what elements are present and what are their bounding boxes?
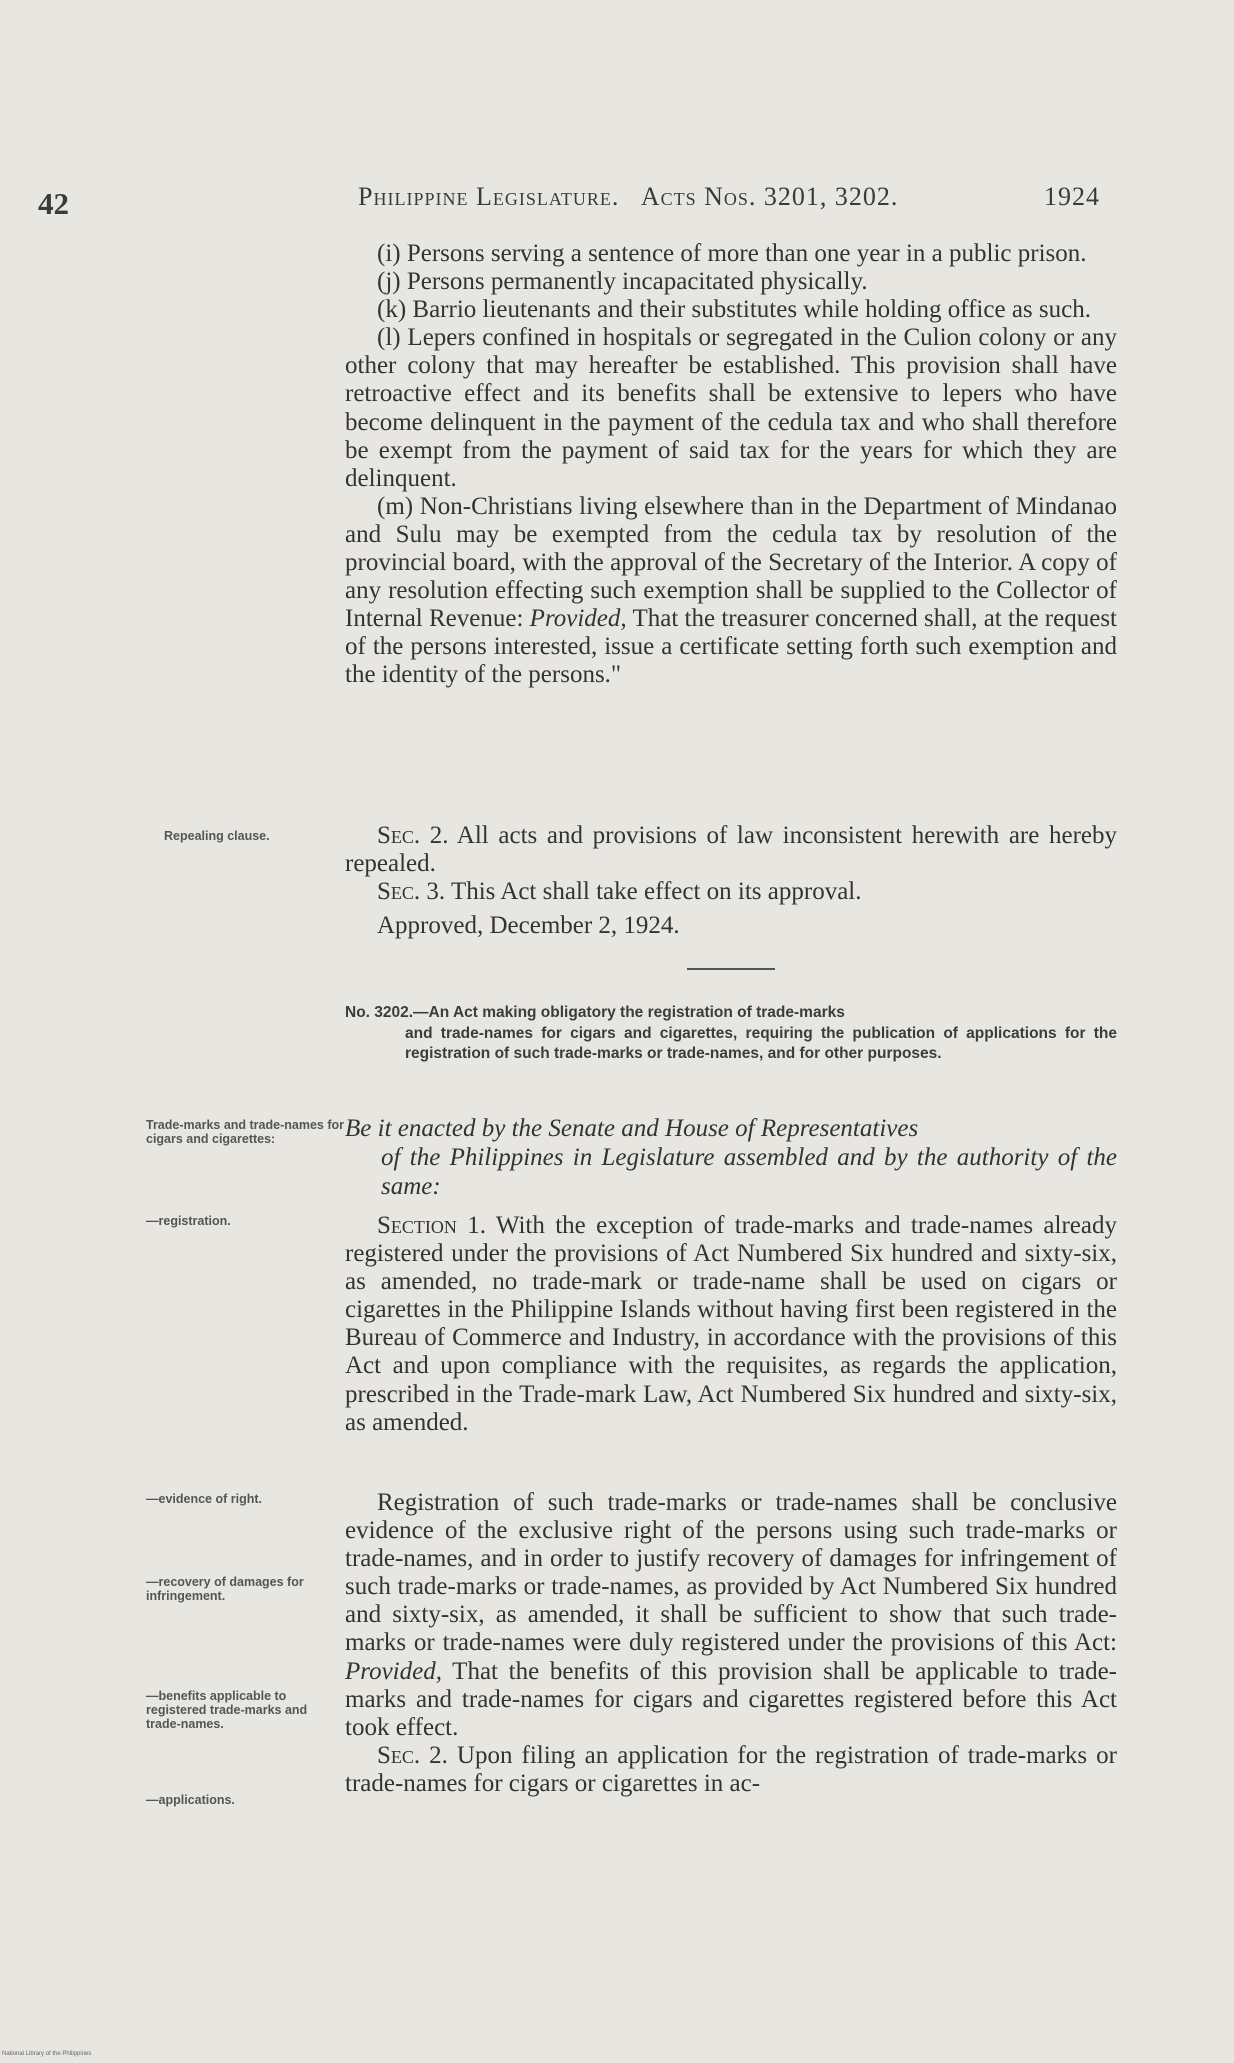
- running-head-acts: Acts Nos. 3201, 3202.: [640, 182, 899, 211]
- marginal-note-repealing: Repealing clause.: [164, 829, 270, 843]
- enacting-clause-line1: Be it enacted by the Senate and House of Representatives: [345, 1115, 919, 1142]
- exemption-j: (j) Persons permanently incapacitated physically.: [377, 268, 868, 296]
- enacting-clause-rest: of the Philippines in Legislature assembled and by the authority of the same:: [381, 1144, 1117, 1200]
- act-3201-sec2: [345, 822, 1117, 878]
- registration-paragraph: [345, 1489, 1117, 1742]
- act-3202-section-1: [345, 1212, 1117, 1437]
- section-1-label: Section 1.: [377, 1212, 486, 1239]
- registration-provided: Provided,: [345, 1657, 442, 1685]
- section-1-paragraph: [345, 1212, 1117, 1437]
- marginal-note-recovery: —recovery of damages for infringement.: [146, 1575, 304, 1603]
- running-head-title: Philippine Legislature.: [358, 182, 620, 211]
- act-3202-title: [345, 1003, 1117, 1065]
- act-3201-sec2-label: Sec. 2.: [377, 822, 449, 849]
- section-divider: [687, 968, 775, 970]
- marginal-note-applications: —applications.: [146, 1793, 235, 1807]
- running-head-year: 1924: [1044, 182, 1100, 211]
- marginal-note-benefits: —benefits applicable to registered trade-marks and trade-names.: [146, 1689, 308, 1731]
- act-3202-sec2-label: Sec. 2.: [377, 1741, 448, 1769]
- act-3202-registration: [345, 1489, 1117, 1798]
- act-3201-sec2-text: All acts and provisions of law inconsistent herewith are hereby repealed.: [345, 822, 1117, 878]
- exemption-l: (l) Lepers confined in hospitals or segregated in the Culion colony or any other colony that may hereafter be established. This provision shall have retroactive effect and its benefits shall be extensive to lepers who have become delinquent in the payment of the cedula tax and who shall therefore be exempt from the payment of said tax for the years for which they are delinquent.: [345, 324, 1117, 492]
- act-3201-sec3-text: This Act shall take effect on its approval.: [445, 878, 862, 906]
- exemption-m-provided: Provided,: [529, 605, 627, 633]
- act-3201-approved: Approved, December 2, 1924.: [377, 912, 680, 940]
- marginal-note-trademarks: Trade-marks and trade-names for cigars and cigarettes:: [146, 1118, 344, 1146]
- registration-start: Registration of such trade-marks or trade-names shall be conclusive evidence of the exclusive right of the persons using such trade-marks or trade-names, and in order to justify recovery of damages for infringement of such trade-marks or trade-names, as provided by Act Numbered Six hundred and sixty-six, as amended, it shall be sufficient to show that such trade-marks or trade-names were duly registered under the provisions of this Act:: [345, 1489, 1117, 1657]
- act-3201-closing: [345, 822, 1117, 940]
- act-3201-sec3-label: Sec. 3.: [377, 878, 446, 906]
- section-1-text: With the exception of trade-marks and trade-names already registered under the provisions of Act Numbered Six hundred and sixty-six, as amended, no trade-mark or trade-name shall be used on cigars or cigarettes in the Philippine Islands without having first been registered in the Bureau of Commerce and Industry, in accordance with the provisions of this Act and upon compliance with the requisites, as regards the application, prescribed in the Trade-mark Law, Act Numbered Six hundred and sixty-six, as amended.: [345, 1212, 1117, 1436]
- footer-credit: National Library of the Philippines: [2, 2051, 92, 2057]
- exemption-m-start: (m) Non-Christians living elsewhere than in the Department of Mindanao and Sulu may be exempted from the cedula tax by resolution of the provincial board, with the approval of the Secretary of the Interior. A copy of any resolution effecting such exemption shall be supplied to the Collector of Internal Revenue:: [345, 492, 1117, 633]
- exemption-m: [345, 493, 1117, 690]
- registration-end: That the benefits of this provision shall be applicable to trade-marks and trade-names for cigars and cigarettes registered before this Act took effect.: [345, 1657, 1117, 1741]
- act-3202-sec2-text: Upon filing an application for the registration of trade-marks or trade-names for cigars or cigarettes in ac-: [345, 1741, 1118, 1797]
- exemption-k: (k) Barrio lieutenants and their substitutes while holding office as such.: [377, 296, 1091, 324]
- marginal-note-registration: —registration.: [146, 1214, 231, 1228]
- exemption-m-end: That the treasurer concerned shall, at the request of the persons interested, issue a certificate setting forth such exemption and the identity of the persons.": [345, 605, 1117, 689]
- marginal-note-evidence: —evidence of right.: [146, 1492, 262, 1506]
- exemption-i: (i) Persons serving a sentence of more than one year in a public prison.: [377, 240, 1087, 267]
- act-3202-title-line1: No. 3202.—An Act making obligatory the registration of trade-marks: [345, 1004, 845, 1021]
- enacting-clause: [345, 1114, 1117, 1201]
- page-number: 42: [38, 186, 69, 221]
- act-3201-sec3: [345, 878, 1117, 906]
- running-head: [358, 182, 1100, 212]
- exemptions-block: [345, 240, 1117, 690]
- act-3202-sec2: [345, 1742, 1117, 1798]
- act-3202-title-rest: and trade-names for cigars and cigarettes, requiring the publication of applications for the registration of such trade-marks or trade-names, and for other purposes.: [405, 1024, 1117, 1062]
